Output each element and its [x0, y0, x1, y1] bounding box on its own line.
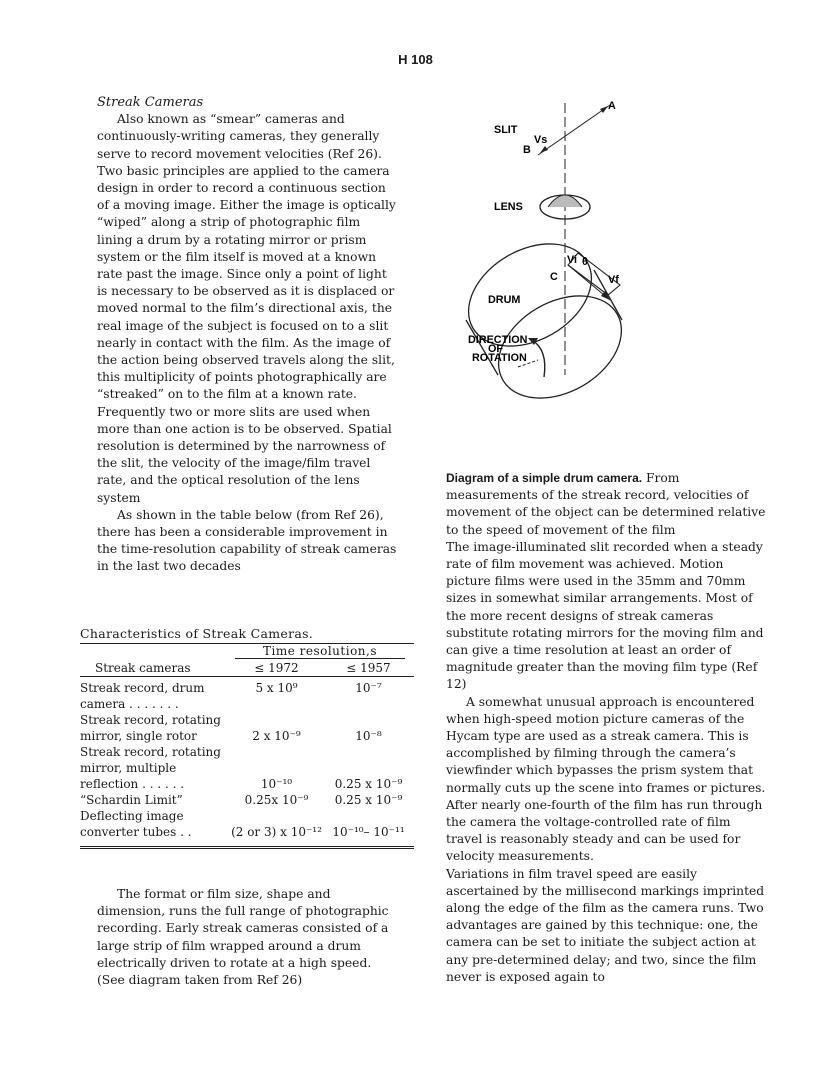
paragraph-format: The format or film size, shape and dimension, runs the full range of photographic recording. Early streak cameras consisted of a large strip of film wrapped around a drum electrically driven to rotate at a high speed. (See diagram taken from Ref 26): [97, 887, 389, 988]
caption-title: Diagram of a simple drum camera.: [446, 471, 643, 485]
row-label-line: reflection . . . . . .: [80, 777, 185, 791]
paragraph-film-movement: The image-illuminated slit recorded when a steady rate of film movement was achieved. Motion picture films were used in the 35mm and 70mm sizes in somewhat similar arrangements. Most of the more recent designs of streak cameras substitute rotating mirrors for the moving film and can give a time resolution at least an order of magnitude greater than the moving film type (Ref 12): [446, 539, 764, 692]
table-header-row: [80, 659, 414, 676]
drum-camera-diagram: [450, 95, 680, 465]
table-title: Characteristics of Streak Cameras.: [80, 626, 314, 641]
caption-body: From measurements of the streak record, velocities of movement of the object can be determined relative to the speed of movement of the film: [446, 471, 766, 537]
cell-1972: (2 or 3) x 10⁻¹²: [231, 825, 322, 839]
label-c: C: [550, 271, 558, 283]
paragraph-variations: Variations in film travel speed are easily ascertained by the millisecond markings imprinted along the edge of the film as the camera runs. Two advantages are gained by this technique: one, the camera can be set to initiate the subject action at any pre-determined delay; and two, since the film never is exposed again to: [446, 866, 765, 984]
diagram-caption: [446, 470, 768, 539]
cell-1957: 10⁻⁷: [355, 681, 382, 695]
paragraph-table-intro: As shown in the table below (from Ref 26), there has been a considerable improvement in the time-resolution capability of streak cameras in the last two decades: [97, 507, 397, 574]
page-number: H 108: [398, 52, 433, 67]
rotation-arrow: [532, 340, 545, 377]
label-vs: Vs: [534, 134, 548, 146]
label-direction: DIRECTION: [468, 334, 528, 346]
label-rotation: ROTATION: [472, 352, 527, 364]
row-label-line: mirror, multiple: [80, 761, 177, 775]
table-body: [80, 677, 414, 846]
table-row: [80, 792, 414, 808]
table-group-header: Time resolution,s: [235, 644, 405, 659]
table-row: [80, 680, 414, 712]
left-column: [97, 94, 397, 576]
table-bottom-rule: [80, 846, 414, 849]
cell-1972: 5 x 10⁹: [255, 681, 298, 695]
label-theta: θ: [582, 256, 588, 268]
label-vi: Vi: [567, 254, 578, 266]
cell-1957: 0.25 x 10⁻⁹: [334, 777, 403, 791]
label-slit: SLIT: [494, 124, 518, 136]
right-column: [446, 470, 768, 986]
table-row: [80, 744, 414, 792]
row-label-line: Streak record, drum: [80, 681, 205, 695]
row-label-line: “Schardin Limit”: [80, 793, 183, 807]
cell-1972: 0.25x 10⁻⁹: [244, 793, 309, 807]
arrow-b: [540, 146, 548, 153]
cell-1957: 0.25 x 10⁻⁹: [334, 793, 403, 807]
arrow-a: [600, 106, 608, 113]
label-b: B: [523, 144, 531, 156]
table-row: [80, 712, 414, 744]
paragraph-streak-intro: Also known as “smear” cameras and continuously-writing cameras, they generally serve to record movement velocities (Ref 26). Two basic principles are applied to the camera design in order to record a continuous section of a moving image. Either the image is optically “wiped” along a strip of photographic film lining a drum by a rotating mirror or prism system or the film itself is moved at a known rate past the image. Since only a point of light is necessary to be observed as it is displaced or moved normal to the film’s directional axis, the real image of the subject is focused on to a slit nearly in contact with the film. As the image of the action being observed travels along the slit, this multiplicity of points photographically are “streaked” on to the film at a known rate. Frequently two or more slits are used when more than one action is to be observed. Spatial resolution is determined by the narrowness of the slit, the velocity of the image/film travel rate, and the optical resolution of the lens system: [97, 112, 396, 505]
table-row: [80, 808, 414, 840]
left-column-bottom: [97, 886, 397, 989]
cell-1957: 10⁻⁸: [355, 729, 382, 743]
header-1972: ≤ 1972: [254, 660, 299, 675]
header-1957: ≤ 1957: [346, 660, 391, 675]
row-label-line: Deflecting image: [80, 809, 184, 823]
section-title: Streak Cameras: [97, 95, 204, 110]
label-lens: LENS: [494, 201, 523, 213]
label-of: OF: [488, 343, 503, 355]
label-a: A: [608, 100, 616, 112]
cell-1957: 10⁻¹⁰– 10⁻¹¹: [332, 825, 405, 839]
line-a-b: [538, 105, 610, 155]
streak-camera-table: [80, 626, 414, 849]
paragraph-hycam: A somewhat unusual approach is encountered when high-speed motion picture cameras of the Hycam type are used as a streak camera. This is accomplished by filming through the camera’s viewfinder which bypasses the prism system that normally cuts up the scene into frames or pictures. After nearly one-fourth of the film has run through the camera the voltage-controlled rate of film travel is reasonably steady and can be used for velocity measurements.: [446, 694, 766, 864]
row-label-line: Streak record, rotating: [80, 745, 221, 759]
cell-1972: 10⁻¹⁰: [260, 777, 293, 791]
label-vf: Vf: [608, 274, 619, 286]
label-drum: DRUM: [488, 294, 521, 306]
row-label-line: Streak record, rotating: [80, 713, 221, 727]
row-label-line: mirror, single rotor: [80, 729, 197, 743]
header-streak-cameras: Streak cameras: [95, 660, 191, 675]
row-label-line: camera . . . . . . .: [80, 697, 179, 711]
cell-1972: 2 x 10⁻⁹: [252, 729, 301, 743]
row-label-line: converter tubes . .: [80, 825, 192, 839]
